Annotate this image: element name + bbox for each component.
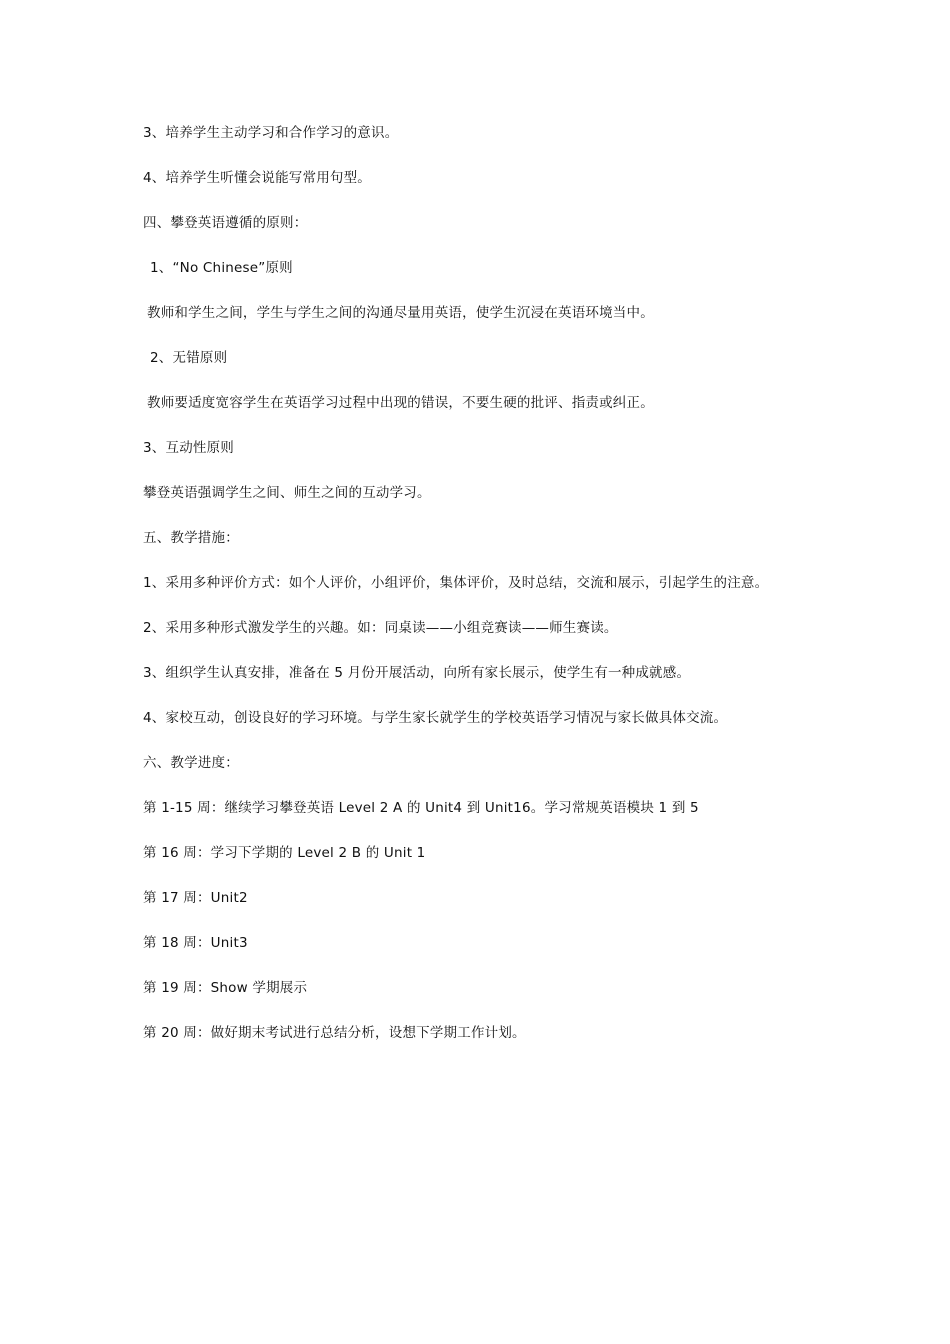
schedule-week-1-15: 第 1-15 周：继续学习攀登英语 Level 2 A 的 Unit4 到 Unit16。学习常规英语模块 1 到 5: [143, 800, 699, 816]
schedule-week-17: 第 17 周：Unit2: [143, 890, 248, 906]
schedule-week-20: 第 20 周：做好期末考试进行总结分析，设想下学期工作计划。: [143, 1025, 526, 1041]
measure-item-2: 2、采用多种形式激发学生的兴趣。如：同桌读——小组竞赛读——师生赛读。: [143, 620, 618, 636]
principle-3-title: 3、互动性原则: [143, 440, 234, 456]
principle-2-title: 2、无错原则: [150, 350, 228, 366]
goal-item-3: 3、培养学生主动学习和合作学习的意识。: [143, 125, 399, 141]
schedule-week-18: 第 18 周：Unit3: [143, 935, 248, 951]
section-heading-principles: 四、攀登英语遵循的原则：: [143, 215, 308, 231]
goal-item-4: 4、培养学生听懂会说能写常用句型。: [143, 170, 371, 186]
measure-item-4: 4、家校互动，创设良好的学习环境。与学生家长就学生的学校英语学习情况与家长做具体交流。: [143, 710, 728, 726]
principle-1-text: 教师和学生之间，学生与学生之间的沟通尽量用英语，使学生沉浸在英语环境当中。: [147, 305, 654, 321]
schedule-week-16: 第 16 周：学习下学期的 Level 2 B 的 Unit 1: [143, 845, 426, 861]
section-heading-measures: 五、教学措施：: [143, 530, 239, 546]
principle-3-text: 攀登英语强调学生之间、师生之间的互动学习。: [143, 485, 431, 501]
principle-1-title: 1、“No Chinese”原则: [150, 260, 293, 276]
principle-2-text: 教师要适度宽容学生在英语学习过程中出现的错误，不要生硬的批评、指责或纠正。: [147, 395, 654, 411]
schedule-week-19: 第 19 周：Show 学期展示: [143, 980, 308, 996]
section-heading-schedule: 六、教学进度：: [143, 755, 239, 771]
measure-item-3: 3、组织学生认真安排，准备在 5 月份开展活动，向所有家长展示，使学生有一种成就感。: [143, 665, 691, 681]
measure-item-1: 1、采用多种评价方式：如个人评价，小组评价，集体评价，及时总结，交流和展示，引起学生的注意。: [143, 575, 769, 591]
